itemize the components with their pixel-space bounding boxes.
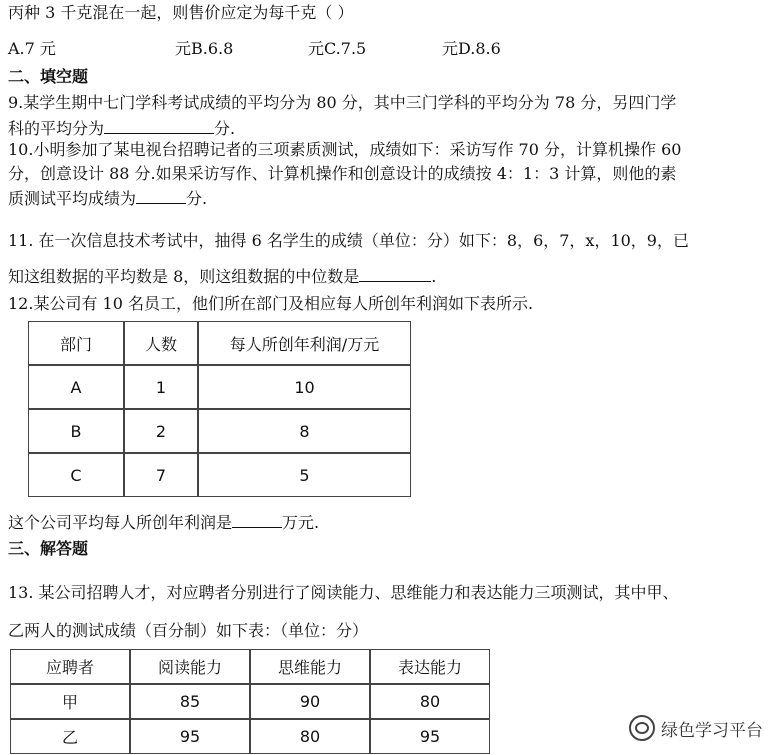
- q10-unit: 分.: [186, 189, 208, 208]
- q12-line1: 12.某公司有 10 名员工，他们所在部门及相应每人所创年利润如下表所示.: [8, 294, 534, 313]
- table-cell: 2: [124, 409, 198, 453]
- table-header-cell: 应聘者: [10, 649, 130, 684]
- table-header-cell: 人数: [124, 321, 198, 365]
- q9-blank: [104, 117, 214, 134]
- q11-line1: 11. 在一次信息技术考试中，抽得 6 名学生的成绩（单位：分）如下：8，6，7，x，10，9，已: [8, 231, 689, 250]
- q11-end: .: [431, 267, 437, 286]
- table-header-row: [10, 649, 490, 684]
- table-header-cell: 思维能力: [250, 649, 370, 684]
- option-d: 元D.8.6: [442, 39, 501, 58]
- table-cell: 80: [250, 719, 370, 754]
- table-row: [10, 719, 490, 754]
- option-b: 元B.6.8: [175, 39, 234, 58]
- profit-table: [28, 321, 411, 497]
- table-cell: 95: [370, 719, 490, 754]
- table-cell: C: [28, 453, 124, 497]
- score-table: [10, 649, 490, 754]
- q8-continuation: 丙种 3 千克混在一起，则售价应定为每千克（ ）: [8, 3, 354, 22]
- q10-blank: [136, 187, 186, 204]
- q11-blank: [359, 265, 431, 282]
- table-header-cell: 部门: [28, 321, 124, 365]
- table-cell: 5: [198, 453, 411, 497]
- watermark-text: 绿色学习平台: [661, 720, 763, 741]
- q11-line2: [8, 265, 436, 288]
- q12-line2: [8, 511, 319, 534]
- table-row: [28, 409, 411, 453]
- table-cell: A: [28, 365, 124, 409]
- table-cell: 80: [370, 684, 490, 719]
- table-row: [28, 453, 411, 497]
- q12-text: 这个公司平均每人所创年利润是: [8, 513, 233, 532]
- table-header-cell: 阅读能力: [130, 649, 250, 684]
- option-a: A.7 元: [8, 39, 56, 58]
- q13-line1: 13. 某公司招聘人才，对应聘者分别进行了阅读能力、思维能力和表达能力三项测试，其中甲、: [8, 583, 679, 602]
- q10-text: 质测试平均成绩为: [8, 189, 137, 208]
- table-cell: 乙: [10, 719, 130, 754]
- table-cell: 甲: [10, 684, 130, 719]
- table-cell: B: [28, 409, 124, 453]
- option-c: 元C.7.5: [308, 39, 367, 58]
- table-header-cell: 每人所创年利润/万元: [198, 321, 411, 365]
- table-row: [10, 684, 490, 719]
- table-cell: 8: [198, 409, 411, 453]
- q9-line1: 9.某学生期中七门学科考试成绩的平均分为 80 分，其中三门学科的平均分为 78 分，另四门学: [8, 93, 677, 112]
- q12-blank: [232, 511, 282, 528]
- q10-line2: 分，创意设计 88 分.如果采访写作、计算机操作和创意设计的成绩按 4：1：3 计算，则他的素: [8, 164, 677, 183]
- q10-line3: [8, 187, 207, 210]
- q9-unit: 分.: [214, 119, 236, 138]
- wechat-icon: [629, 715, 655, 741]
- watermark: [629, 715, 763, 741]
- table-cell: 10: [198, 365, 411, 409]
- table-cell: 90: [250, 684, 370, 719]
- q11-text: 知这组数据的平均数是 8，则这组数据的中位数是: [8, 267, 360, 286]
- table-cell: 1: [124, 365, 198, 409]
- q13-line2: 乙两人的测试成绩（百分制）如下表：（单位：分）: [8, 621, 369, 640]
- table-row: [28, 365, 411, 409]
- table-cell: 7: [124, 453, 198, 497]
- table-cell: 95: [130, 719, 250, 754]
- q9-line2: [8, 117, 235, 140]
- q12-unit: 万元.: [282, 513, 320, 532]
- section-solve: 三、解答题: [8, 539, 89, 558]
- table-header-row: [28, 321, 411, 365]
- table-header-cell: 表达能力: [370, 649, 490, 684]
- q9-text: 科的平均分为: [8, 119, 105, 138]
- section-fill-blank: 二、填空题: [8, 67, 89, 86]
- q10-line1: 10.小明参加了某电视台招聘记者的三项素质测试，成绩如下：采访写作 70 分，计算机操作 60: [8, 140, 682, 159]
- table-cell: 85: [130, 684, 250, 719]
